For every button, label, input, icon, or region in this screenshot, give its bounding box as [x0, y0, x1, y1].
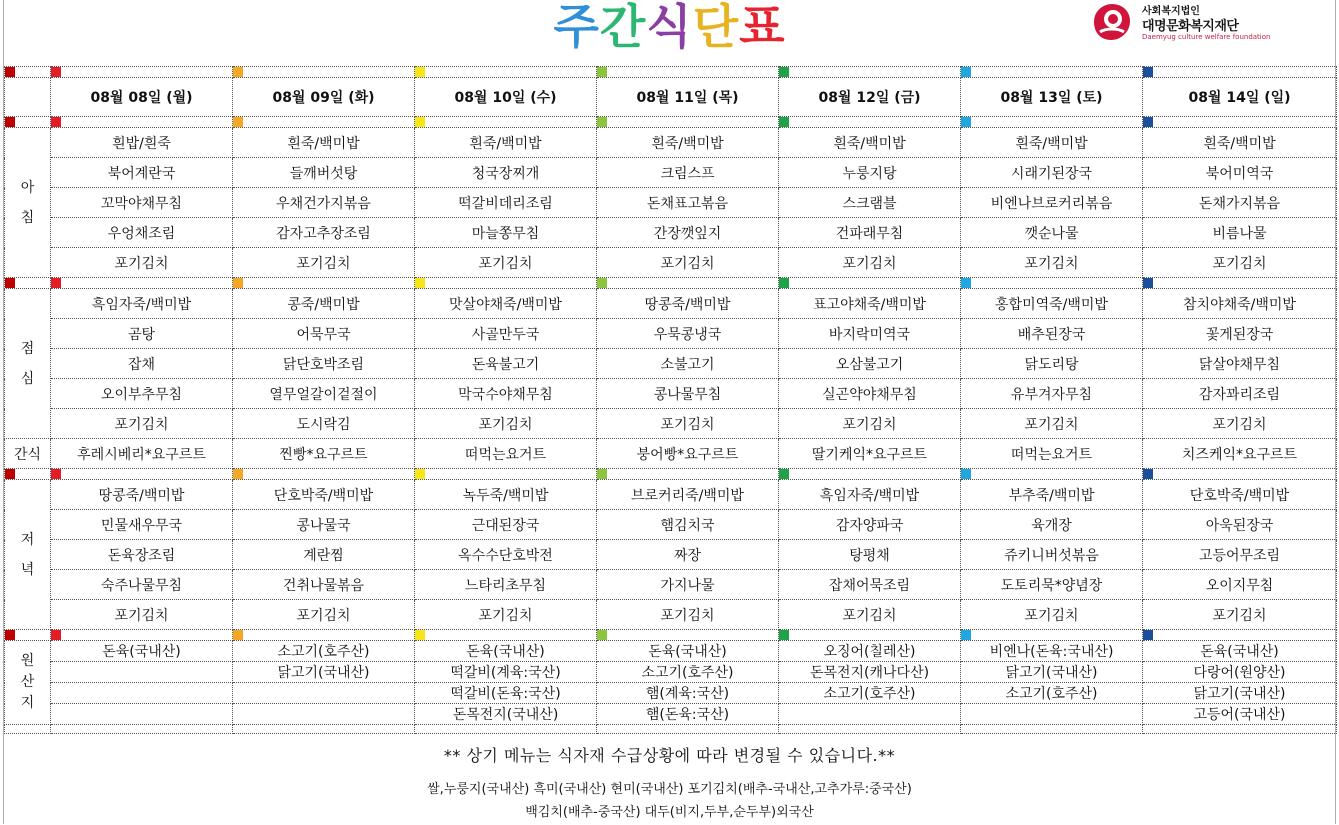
- color-marker: [51, 117, 61, 127]
- day-header: 08월 14일 (일): [1143, 78, 1337, 117]
- color-marker: [5, 278, 15, 288]
- logo-text-line1: 사회복지법인: [1142, 6, 1200, 17]
- separator-cell: [233, 117, 415, 128]
- menu-item-cell: 사골만두국: [415, 319, 597, 349]
- origin-cell: [233, 683, 415, 704]
- origin-cell: [779, 704, 961, 725]
- menu-item-cell: 계란찜: [233, 540, 415, 570]
- menu-item-cell: 아욱된장국: [1143, 510, 1337, 540]
- menu-item-cell: 크림스프: [597, 158, 779, 188]
- menu-item-cell: 들깨버섯탕: [233, 158, 415, 188]
- color-marker: [51, 469, 61, 479]
- separator-cell: [5, 469, 51, 480]
- title-char: 단: [692, 0, 740, 55]
- meal-label-char: 지: [20, 695, 35, 711]
- menu-item-cell: 잡채: [51, 349, 233, 379]
- separator-cell: [961, 469, 1143, 480]
- color-separator-row: [5, 469, 1337, 480]
- spacer-cell: [1143, 725, 1337, 734]
- snack-item-cell: 딸기케익*요구르트: [779, 439, 961, 469]
- separator-cell: [233, 630, 415, 641]
- menu-item-cell: 근대된장국: [415, 510, 597, 540]
- separator-cell: [597, 630, 779, 641]
- color-marker: [233, 67, 243, 77]
- origin-cell: 떡갈비(돈육:국산): [415, 683, 597, 704]
- menu-item-cell: 포기김치: [597, 409, 779, 439]
- color-marker: [779, 278, 789, 288]
- origin-cell: 닭고기(국내산): [233, 662, 415, 683]
- meal-label-char: 심: [20, 370, 35, 387]
- color-marker: [415, 469, 425, 479]
- color-marker: [779, 469, 789, 479]
- separator-cell: [415, 469, 597, 480]
- color-marker: [415, 278, 425, 288]
- menu-item-cell: 북어계란국: [51, 158, 233, 188]
- origin-cell: [51, 662, 233, 683]
- separator-cell: [5, 67, 51, 78]
- day-header: 08월 11일 (목): [597, 78, 779, 117]
- color-marker: [597, 469, 607, 479]
- menu-item-cell: 곰탕: [51, 319, 233, 349]
- separator-cell: [597, 117, 779, 128]
- origin-cell: 돈목전지(캐나다산): [779, 662, 961, 683]
- menu-item-cell: 느타리초무침: [415, 570, 597, 600]
- menu-item-cell: 실곤약야채무침: [779, 379, 961, 409]
- separator-cell: [233, 469, 415, 480]
- menu-item-cell: 막국수야채무침: [415, 379, 597, 409]
- menu-item-cell: 포기김치: [961, 600, 1143, 630]
- menu-item-cell: 짜장: [597, 540, 779, 570]
- menu-item-cell: 배추된장국: [961, 319, 1143, 349]
- menu-item-cell: 꽃게된장국: [1143, 319, 1337, 349]
- color-separator-row: [5, 67, 1337, 78]
- menu-item-cell: 포기김치: [233, 600, 415, 630]
- origin-row: [5, 662, 1337, 683]
- menu-item-cell: 간장깻잎지: [597, 218, 779, 248]
- origin-cell: 비엔나(돈육:국내산): [961, 641, 1143, 662]
- menu-item-cell: 우엉채조림: [51, 218, 233, 248]
- menu-item-cell: 포기김치: [51, 248, 233, 278]
- color-marker: [5, 67, 15, 77]
- meal-label-char: 녁: [20, 561, 35, 578]
- menu-item-cell: 비엔나브로커리볶음: [961, 188, 1143, 218]
- day-header: 08월 12일 (금): [779, 78, 961, 117]
- menu-item-cell: 누룽지탕: [779, 158, 961, 188]
- menu-item-cell: 우묵콩냉국: [597, 319, 779, 349]
- origin-cell: 떡갈비(계육:국산): [415, 662, 597, 683]
- menu-item-cell: 콩나물무침: [597, 379, 779, 409]
- menu-item-cell: 스크램블: [779, 188, 961, 218]
- logo-text-line2: 대명문화복지재단: [1142, 19, 1239, 34]
- separator-cell: [961, 630, 1143, 641]
- foundation-logo-icon: [1090, 2, 1134, 42]
- color-marker: [961, 469, 971, 479]
- menu-item-cell: 포기김치: [779, 409, 961, 439]
- meal-label-char: 산: [20, 674, 35, 690]
- menu-item-cell: 민물새우무국: [51, 510, 233, 540]
- spacer-row: [5, 725, 1337, 734]
- color-marker: [5, 469, 15, 479]
- color-marker: [597, 278, 607, 288]
- menu-item-cell: 포기김치: [415, 409, 597, 439]
- menu-item-cell: 돈육불고기: [415, 349, 597, 379]
- dinner-row: [5, 540, 1337, 570]
- menu-change-notice: ** 상기 메뉴는 식자재 수급상황에 따라 변경될 수 있습니다.**: [443, 746, 896, 765]
- lunch-row: [5, 379, 1337, 409]
- color-marker: [51, 278, 61, 288]
- dinner-row: [5, 570, 1337, 600]
- menu-item-cell: 열무얼갈이겉절이: [233, 379, 415, 409]
- color-marker: [1143, 630, 1153, 640]
- meal-label-char: 점: [20, 340, 35, 357]
- color-marker: [597, 630, 607, 640]
- menu-item-cell: 부추죽/백미밥: [961, 480, 1143, 510]
- menu-item-cell: 잡채어묵조림: [779, 570, 961, 600]
- menu-item-cell: 포기김치: [51, 409, 233, 439]
- color-marker: [779, 117, 789, 127]
- menu-item-cell: 도시락김: [233, 409, 415, 439]
- separator-cell: [51, 278, 233, 289]
- separator-cell: [961, 67, 1143, 78]
- color-marker: [779, 630, 789, 640]
- meal-label-char: 저: [20, 531, 35, 548]
- breakfast-row: [5, 218, 1337, 248]
- origin-cell: 돈육(국내산): [415, 641, 597, 662]
- menu-item-cell: 포기김치: [415, 600, 597, 630]
- snack-item-cell: 찐빵*요구르트: [233, 439, 415, 469]
- separator-cell: [779, 67, 961, 78]
- menu-item-cell: 브로커리죽/백미밥: [597, 480, 779, 510]
- separator-cell: [1143, 67, 1337, 78]
- menu-item-cell: 닭도리탕: [961, 349, 1143, 379]
- breakfast-meal-label: [5, 128, 51, 278]
- separator-cell: [597, 278, 779, 289]
- menu-item-cell: 청국장찌개: [415, 158, 597, 188]
- title-char: 주: [553, 0, 600, 55]
- origin-row: [5, 683, 1337, 704]
- menu-item-cell: 흰죽/백미밥: [1143, 128, 1337, 158]
- menu-item-cell: 떡갈비데리조림: [415, 188, 597, 218]
- menu-item-cell: 흰죽/백미밥: [961, 128, 1143, 158]
- menu-item-cell: 숙주나물무침: [51, 570, 233, 600]
- spacer-cell: [597, 725, 779, 734]
- menu-item-cell: 꼬막야채무침: [51, 188, 233, 218]
- menu-item-cell: 흰밥/흰죽: [51, 128, 233, 158]
- menu-item-cell: 감자고추장조림: [233, 218, 415, 248]
- menu-item-cell: 건파래무침: [779, 218, 961, 248]
- snack-item-cell: 후레시베리*요구르트: [51, 439, 233, 469]
- breakfast-row: [5, 188, 1337, 218]
- snack-item-cell: 붕어빵*요구르트: [597, 439, 779, 469]
- separator-cell: [5, 117, 51, 128]
- separator-cell: [415, 67, 597, 78]
- menu-item-cell: 가지나물: [597, 570, 779, 600]
- separator-cell: [779, 630, 961, 641]
- origin-cell: 소고기(호주산): [597, 662, 779, 683]
- separator-cell: [1143, 117, 1337, 128]
- color-separator-row: [5, 278, 1337, 289]
- menu-item-cell: 닭단호박조림: [233, 349, 415, 379]
- color-marker: [961, 67, 971, 77]
- origin-footer-line1: 쌀,누룽지(국내산) 흑미(국내산) 현미(국내산) 포기김치(배추-국내산,고추가루:중국산): [427, 782, 912, 797]
- menu-item-cell: 소불고기: [597, 349, 779, 379]
- menu-item-cell: 포기김치: [1143, 409, 1337, 439]
- menu-item-cell: 포기김치: [1143, 600, 1337, 630]
- color-marker: [5, 630, 15, 640]
- separator-cell: [415, 117, 597, 128]
- menu-item-cell: 시래기된장국: [961, 158, 1143, 188]
- menu-item-cell: 햄김치국: [597, 510, 779, 540]
- separator-cell: [779, 469, 961, 480]
- color-marker: [233, 469, 243, 479]
- menu-item-cell: 포기김치: [51, 600, 233, 630]
- menu-item-cell: 돈채표고볶음: [597, 188, 779, 218]
- separator-cell: [779, 278, 961, 289]
- color-marker: [961, 630, 971, 640]
- title-char: 간: [599, 0, 647, 55]
- menu-item-cell: 단호박죽/백미밥: [1143, 480, 1337, 510]
- origin-cell: 돈육(국내산): [1143, 641, 1337, 662]
- menu-item-cell: 포기김치: [779, 248, 961, 278]
- color-marker: [233, 278, 243, 288]
- origin-footer-line2: 백김치(배추-중국산) 대두(비지,두부,순두부)외국산: [525, 805, 814, 820]
- origin-cell: 햄(계육:국산): [597, 683, 779, 704]
- breakfast-row: [5, 128, 1337, 158]
- menu-item-cell: 흑임자죽/백미밥: [779, 480, 961, 510]
- snack-item-cell: 떠먹는요거트: [415, 439, 597, 469]
- date-header-row: [5, 78, 1337, 117]
- separator-cell: [597, 67, 779, 78]
- separator-cell: [1143, 630, 1337, 641]
- separator-cell: [961, 278, 1143, 289]
- separator-cell: [5, 278, 51, 289]
- menu-item-cell: 포기김치: [961, 248, 1143, 278]
- menu-item-cell: 단호박죽/백미밥: [233, 480, 415, 510]
- spacer-cell: [5, 725, 51, 734]
- separator-cell: [1143, 278, 1337, 289]
- separator-cell: [51, 67, 233, 78]
- color-marker: [1143, 67, 1153, 77]
- dinner-row: [5, 480, 1337, 510]
- origin-cell: 닭고기(국내산): [1143, 683, 1337, 704]
- separator-cell: [415, 630, 597, 641]
- origin-cell: 소고기(호주산): [779, 683, 961, 704]
- color-marker: [1143, 117, 1153, 127]
- weekly-menu-table: [4, 66, 1337, 734]
- origin-cell: 다랑어(원양산): [1143, 662, 1337, 683]
- dinner-meal-label: [5, 480, 51, 630]
- color-marker: [233, 117, 243, 127]
- menu-item-cell: 표고야채죽/백미밥: [779, 289, 961, 319]
- menu-item-cell: 콩나물국: [233, 510, 415, 540]
- breakfast-row: [5, 248, 1337, 278]
- menu-item-cell: 포기김치: [415, 248, 597, 278]
- menu-item-cell: 어묵무국: [233, 319, 415, 349]
- snack-item-cell: 떠먹는요거트: [961, 439, 1143, 469]
- menu-item-cell: 포기김치: [961, 409, 1143, 439]
- menu-item-cell: 쥬키니버섯볶음: [961, 540, 1143, 570]
- separator-cell: [51, 469, 233, 480]
- origin-cell: 돈육(국내산): [51, 641, 233, 662]
- separator-cell: [233, 278, 415, 289]
- menu-item-cell: 바지락미역국: [779, 319, 961, 349]
- menu-item-cell: 옥수수단호박전: [415, 540, 597, 570]
- origin-cell: 소고기(호주산): [233, 641, 415, 662]
- color-separator-row: [5, 630, 1337, 641]
- color-marker: [779, 67, 789, 77]
- color-marker: [51, 630, 61, 640]
- lunch-row: [5, 319, 1337, 349]
- dinner-row: [5, 510, 1337, 540]
- snack-meal-label: 간식: [5, 439, 51, 469]
- color-marker: [415, 117, 425, 127]
- color-marker: [961, 117, 971, 127]
- menu-item-cell: 포기김치: [597, 248, 779, 278]
- logo-text-line3: Daemyug culture welfare foundation: [1142, 33, 1271, 41]
- spacer-cell: [961, 725, 1143, 734]
- title-char: 식: [646, 0, 693, 55]
- menu-item-cell: 우채건가지볶음: [233, 188, 415, 218]
- menu-item-cell: 흑임자죽/백미밥: [51, 289, 233, 319]
- origin-cell: [233, 704, 415, 725]
- spacer-cell: [415, 725, 597, 734]
- spacer-cell: [779, 725, 961, 734]
- meal-label-char: 아: [20, 179, 35, 196]
- origin-cell: 돈목전지(국내산): [415, 704, 597, 725]
- origin-row: [5, 704, 1337, 725]
- day-header: 08월 13일 (토): [961, 78, 1143, 117]
- origin-cell: 돈육(국내산): [597, 641, 779, 662]
- lunch-row: [5, 349, 1337, 379]
- menu-item-cell: 육개장: [961, 510, 1143, 540]
- color-marker: [961, 278, 971, 288]
- menu-item-cell: 오이부추무침: [51, 379, 233, 409]
- menu-item-cell: 흰죽/백미밥: [597, 128, 779, 158]
- day-header: 08월 09일 (화): [233, 78, 415, 117]
- separator-cell: [415, 278, 597, 289]
- separator-cell: [5, 630, 51, 641]
- origin-row: [5, 641, 1337, 662]
- origin-meal-label: [5, 641, 51, 725]
- foundation-logo: [1090, 2, 1271, 46]
- separator-cell: [597, 469, 779, 480]
- origin-cell: [961, 704, 1143, 725]
- menu-item-cell: 오이지무침: [1143, 570, 1337, 600]
- menu-item-cell: 포기김치: [1143, 248, 1337, 278]
- color-marker: [415, 630, 425, 640]
- menu-item-cell: 녹두죽/백미밥: [415, 480, 597, 510]
- menu-item-cell: 건취나물볶음: [233, 570, 415, 600]
- separator-cell: [51, 630, 233, 641]
- color-marker: [1143, 469, 1153, 479]
- menu-item-cell: 탕평채: [779, 540, 961, 570]
- meal-label-char: 침: [20, 209, 35, 226]
- color-marker: [233, 630, 243, 640]
- snack-item-cell: 치즈케익*요구르트: [1143, 439, 1337, 469]
- origin-cell: 소고기(호주산): [961, 683, 1143, 704]
- separator-cell: [779, 117, 961, 128]
- day-header: 08월 10일 (수): [415, 78, 597, 117]
- menu-item-cell: 북어미역국: [1143, 158, 1337, 188]
- menu-item-cell: 돈육장조림: [51, 540, 233, 570]
- menu-item-cell: 비름나물: [1143, 218, 1337, 248]
- menu-item-cell: 도토리묵*양념장: [961, 570, 1143, 600]
- menu-item-cell: 홍합미역죽/백미밥: [961, 289, 1143, 319]
- menu-item-cell: 흰죽/백미밥: [415, 128, 597, 158]
- breakfast-row: [5, 158, 1337, 188]
- corner-cell: [5, 78, 51, 117]
- menu-item-cell: 흰죽/백미밥: [779, 128, 961, 158]
- spacer-cell: [51, 725, 233, 734]
- day-header: 08월 08일 (월): [51, 78, 233, 117]
- color-marker: [415, 67, 425, 77]
- menu-item-cell: 포기김치: [779, 600, 961, 630]
- separator-cell: [961, 117, 1143, 128]
- menu-item-cell: 흰죽/백미밥: [233, 128, 415, 158]
- spacer-cell: [233, 725, 415, 734]
- color-marker: [5, 117, 15, 127]
- menu-item-cell: 참치야채죽/백미밥: [1143, 289, 1337, 319]
- snack-row: [5, 439, 1337, 469]
- title-char: 표: [739, 0, 786, 55]
- lunch-row: [5, 409, 1337, 439]
- menu-item-cell: 땅콩죽/백미밥: [597, 289, 779, 319]
- color-separator-row: [5, 117, 1337, 128]
- origin-cell: [51, 683, 233, 704]
- color-marker: [597, 117, 607, 127]
- menu-item-cell: 깻순나물: [961, 218, 1143, 248]
- color-marker: [597, 67, 607, 77]
- menu-item-cell: 땅콩죽/백미밥: [51, 480, 233, 510]
- origin-cell: 햄(돈육:국산): [597, 704, 779, 725]
- menu-item-cell: 맛살야채죽/백미밥: [415, 289, 597, 319]
- menu-item-cell: 감자양파국: [779, 510, 961, 540]
- meal-label-char: 원: [20, 653, 35, 669]
- menu-item-cell: 감자꽈리조림: [1143, 379, 1337, 409]
- origin-cell: [51, 704, 233, 725]
- lunch-meal-label: [5, 289, 51, 439]
- menu-item-cell: 포기김치: [233, 248, 415, 278]
- color-marker: [1143, 278, 1153, 288]
- separator-cell: [1143, 469, 1337, 480]
- origin-cell: 오징어(칠레산): [779, 641, 961, 662]
- origin-cell: 닭고기(국내산): [961, 662, 1143, 683]
- menu-item-cell: 돈채가지볶음: [1143, 188, 1337, 218]
- separator-cell: [51, 117, 233, 128]
- menu-item-cell: 오삼불고기: [779, 349, 961, 379]
- menu-item-cell: 고등어무조림: [1143, 540, 1337, 570]
- menu-item-cell: 마늘쫑무침: [415, 218, 597, 248]
- menu-item-cell: 포기김치: [597, 600, 779, 630]
- separator-cell: [233, 67, 415, 78]
- menu-item-cell: 콩죽/백미밥: [233, 289, 415, 319]
- menu-item-cell: 닭살야채무침: [1143, 349, 1337, 379]
- menu-item-cell: 유부겨자무침: [961, 379, 1143, 409]
- dinner-row: [5, 600, 1337, 630]
- color-marker: [51, 67, 61, 77]
- lunch-row: [5, 289, 1337, 319]
- origin-cell: 고등어(국내산): [1143, 704, 1337, 725]
